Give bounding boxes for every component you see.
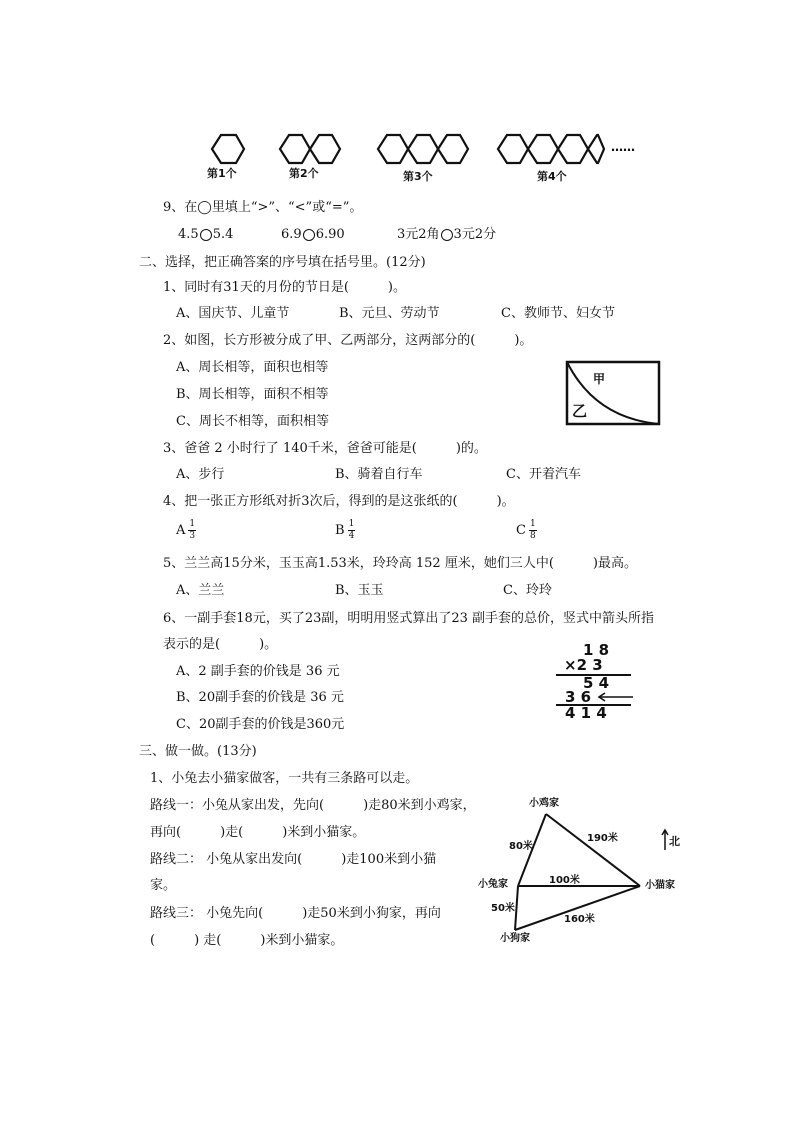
- s2-q2-option-c: C、周长不相等，面积相等: [176, 414, 329, 429]
- s2-q3-option-c: C、开着汽车: [506, 467, 581, 482]
- s2-q4-option-b: [335, 520, 355, 541]
- calc-row-4: 3 6: [565, 688, 592, 706]
- figure-label-jia: 甲: [593, 372, 606, 386]
- compare-circle[interactable]: [303, 229, 315, 241]
- compare-circle[interactable]: [441, 229, 453, 241]
- q9-item-2-left: 6.9: [281, 227, 302, 242]
- s2-q1-option-b: B、元旦、劳动节: [339, 306, 440, 321]
- hex-label-3: 第3个: [403, 170, 433, 183]
- q9-item-2: [281, 228, 345, 241]
- q9-item-1-left: 4.5: [178, 227, 199, 242]
- fraction: [529, 520, 537, 541]
- s2-q1-option-c: C、教师节、妇女节: [501, 306, 615, 321]
- s2-q6-text-line1: 6、一副手套18元，买了23副，明明用竖式算出了23 副手套的总价，竖式中箭头所指: [163, 611, 655, 626]
- q9-item-3-right: 3元2分: [453, 227, 497, 242]
- figure-label-yi: 乙: [572, 402, 588, 420]
- map-dist-rabbit-chick: 80米: [509, 841, 533, 852]
- s2-q6-option-c: C、20副手套的价钱是360元: [176, 717, 345, 732]
- map-cat-home: 小猫家: [645, 880, 675, 891]
- fraction-numerator: 1: [189, 519, 196, 529]
- calc-row-3: 5 4: [583, 674, 610, 692]
- section3-title: 三、做一做。(13分): [139, 744, 257, 759]
- s3-route3-line1: 路线三： 小兔先向( )走50米到小狗家，再向: [150, 906, 441, 921]
- s2-q5-option-b: B、玉玉: [335, 583, 384, 598]
- option-letter: C: [516, 523, 526, 538]
- q9-item-1-right: 5.4: [212, 227, 234, 242]
- q9-title: 9、在◯里填上“>”、“<”或“=”。: [163, 200, 363, 215]
- s3-route2-line1: 路线二： 小兔从家出发向( )走100米到小猫: [150, 852, 437, 867]
- s2-q2-option-a: A、周长相等，面积也相等: [176, 360, 329, 375]
- s3-route3-line2: ( ) 走( )米到小猫家。: [150, 933, 344, 948]
- option-letter: A: [176, 523, 186, 538]
- s2-q3-option-a: A、步行: [176, 467, 225, 482]
- calc-row-2: ×2 3: [564, 656, 603, 674]
- compare-circle[interactable]: [200, 229, 212, 241]
- fraction: [188, 520, 196, 541]
- map-chick-home: 小鸡家: [529, 798, 559, 809]
- fraction-denominator: 4: [348, 531, 355, 541]
- s2-q6-option-b: B、20副手套的价钱是 36 元: [176, 690, 344, 705]
- section2-title: 二、选择，把正确答案的序号填在括号里。(12分): [139, 255, 426, 270]
- hex-ellipsis: ……: [611, 140, 635, 154]
- north-arrow-icon: [662, 830, 668, 850]
- s2-q5-option-a: A、兰兰: [176, 583, 225, 598]
- q9-item-1: [178, 228, 233, 241]
- map-dist-chick-cat: 190米: [587, 833, 618, 844]
- map-dist-rabbit-cat: 100米: [549, 875, 580, 886]
- s2-q5-text: 5、兰兰高15分米，玉玉高1.53米，玲玲高 152 厘米，她们三人中( )最高。: [163, 556, 637, 571]
- s2-q4-option-a: [176, 520, 196, 541]
- s2-q6-text-line2: 表示的是( )。: [163, 637, 278, 652]
- s2-q3-text: 3、爸爸 2 小时行了 140千米，爸爸可能是( )的。: [163, 441, 487, 456]
- option-letter: B: [335, 523, 345, 538]
- s3-q1-text: 1、小兔去小猫家做客，一共有三条路可以走。: [150, 771, 419, 786]
- s3-route2-line2: 家。: [150, 878, 177, 893]
- fraction-denominator: 3: [189, 531, 196, 541]
- fraction: [348, 520, 356, 541]
- map-north-label: 北: [669, 835, 680, 848]
- fraction-numerator: 1: [348, 519, 355, 529]
- q9-item-2-right: 6.90: [315, 227, 345, 242]
- hexagon-pattern: [0, 126, 794, 186]
- fraction-denominator: 8: [529, 531, 536, 541]
- fraction-numerator: 1: [529, 519, 536, 529]
- s2-q4-text: 4、把一张正方形纸对折3次后，得到的是这张纸的( )。: [163, 494, 515, 509]
- s2-q5-option-c: C、玲玲: [503, 583, 552, 598]
- s3-route1-line1: 路线一：小兔从家出发，先向( )走80米到小鸡家，: [150, 798, 476, 813]
- hex-label-2: 第2个: [289, 167, 319, 180]
- s2-q2-option-b: B、周长相等，面积不相等: [176, 387, 329, 402]
- q9-item-3: [397, 228, 496, 241]
- s2-q3-option-b: B、骑着自行车: [335, 467, 423, 482]
- s2-q1-text: 1、同时有31天的月份的节日是( )。: [163, 280, 406, 295]
- s2-q1-option-a: A、国庆节、儿童节: [176, 306, 290, 321]
- hex-label-1: 第1个: [207, 167, 237, 180]
- q9-item-3-left: 3元2角: [397, 227, 440, 242]
- map-rabbit-home: 小兔家: [478, 879, 508, 890]
- calc-arrow-icon: [597, 692, 637, 702]
- s2-q6-option-a: A、2 副手套的价钱是 36 元: [176, 664, 340, 679]
- s2-q4-option-c: [516, 520, 537, 541]
- map-dist-rabbit-dog: 50米: [491, 903, 515, 914]
- calc-row-5: 4 1 4: [565, 704, 607, 722]
- s2-q2-text: 2、如图，长方形被分成了甲、乙两部分，这两部分的( )。: [163, 333, 533, 348]
- hex-label-4: 第4个: [537, 170, 567, 183]
- s3-route1-line2: 再向( )走( )米到小猫家。: [150, 825, 366, 840]
- calc-row-1: 1 8: [583, 641, 610, 659]
- map-dog-home: 小狗家: [500, 933, 530, 944]
- map-dist-dog-cat: 160米: [564, 914, 595, 925]
